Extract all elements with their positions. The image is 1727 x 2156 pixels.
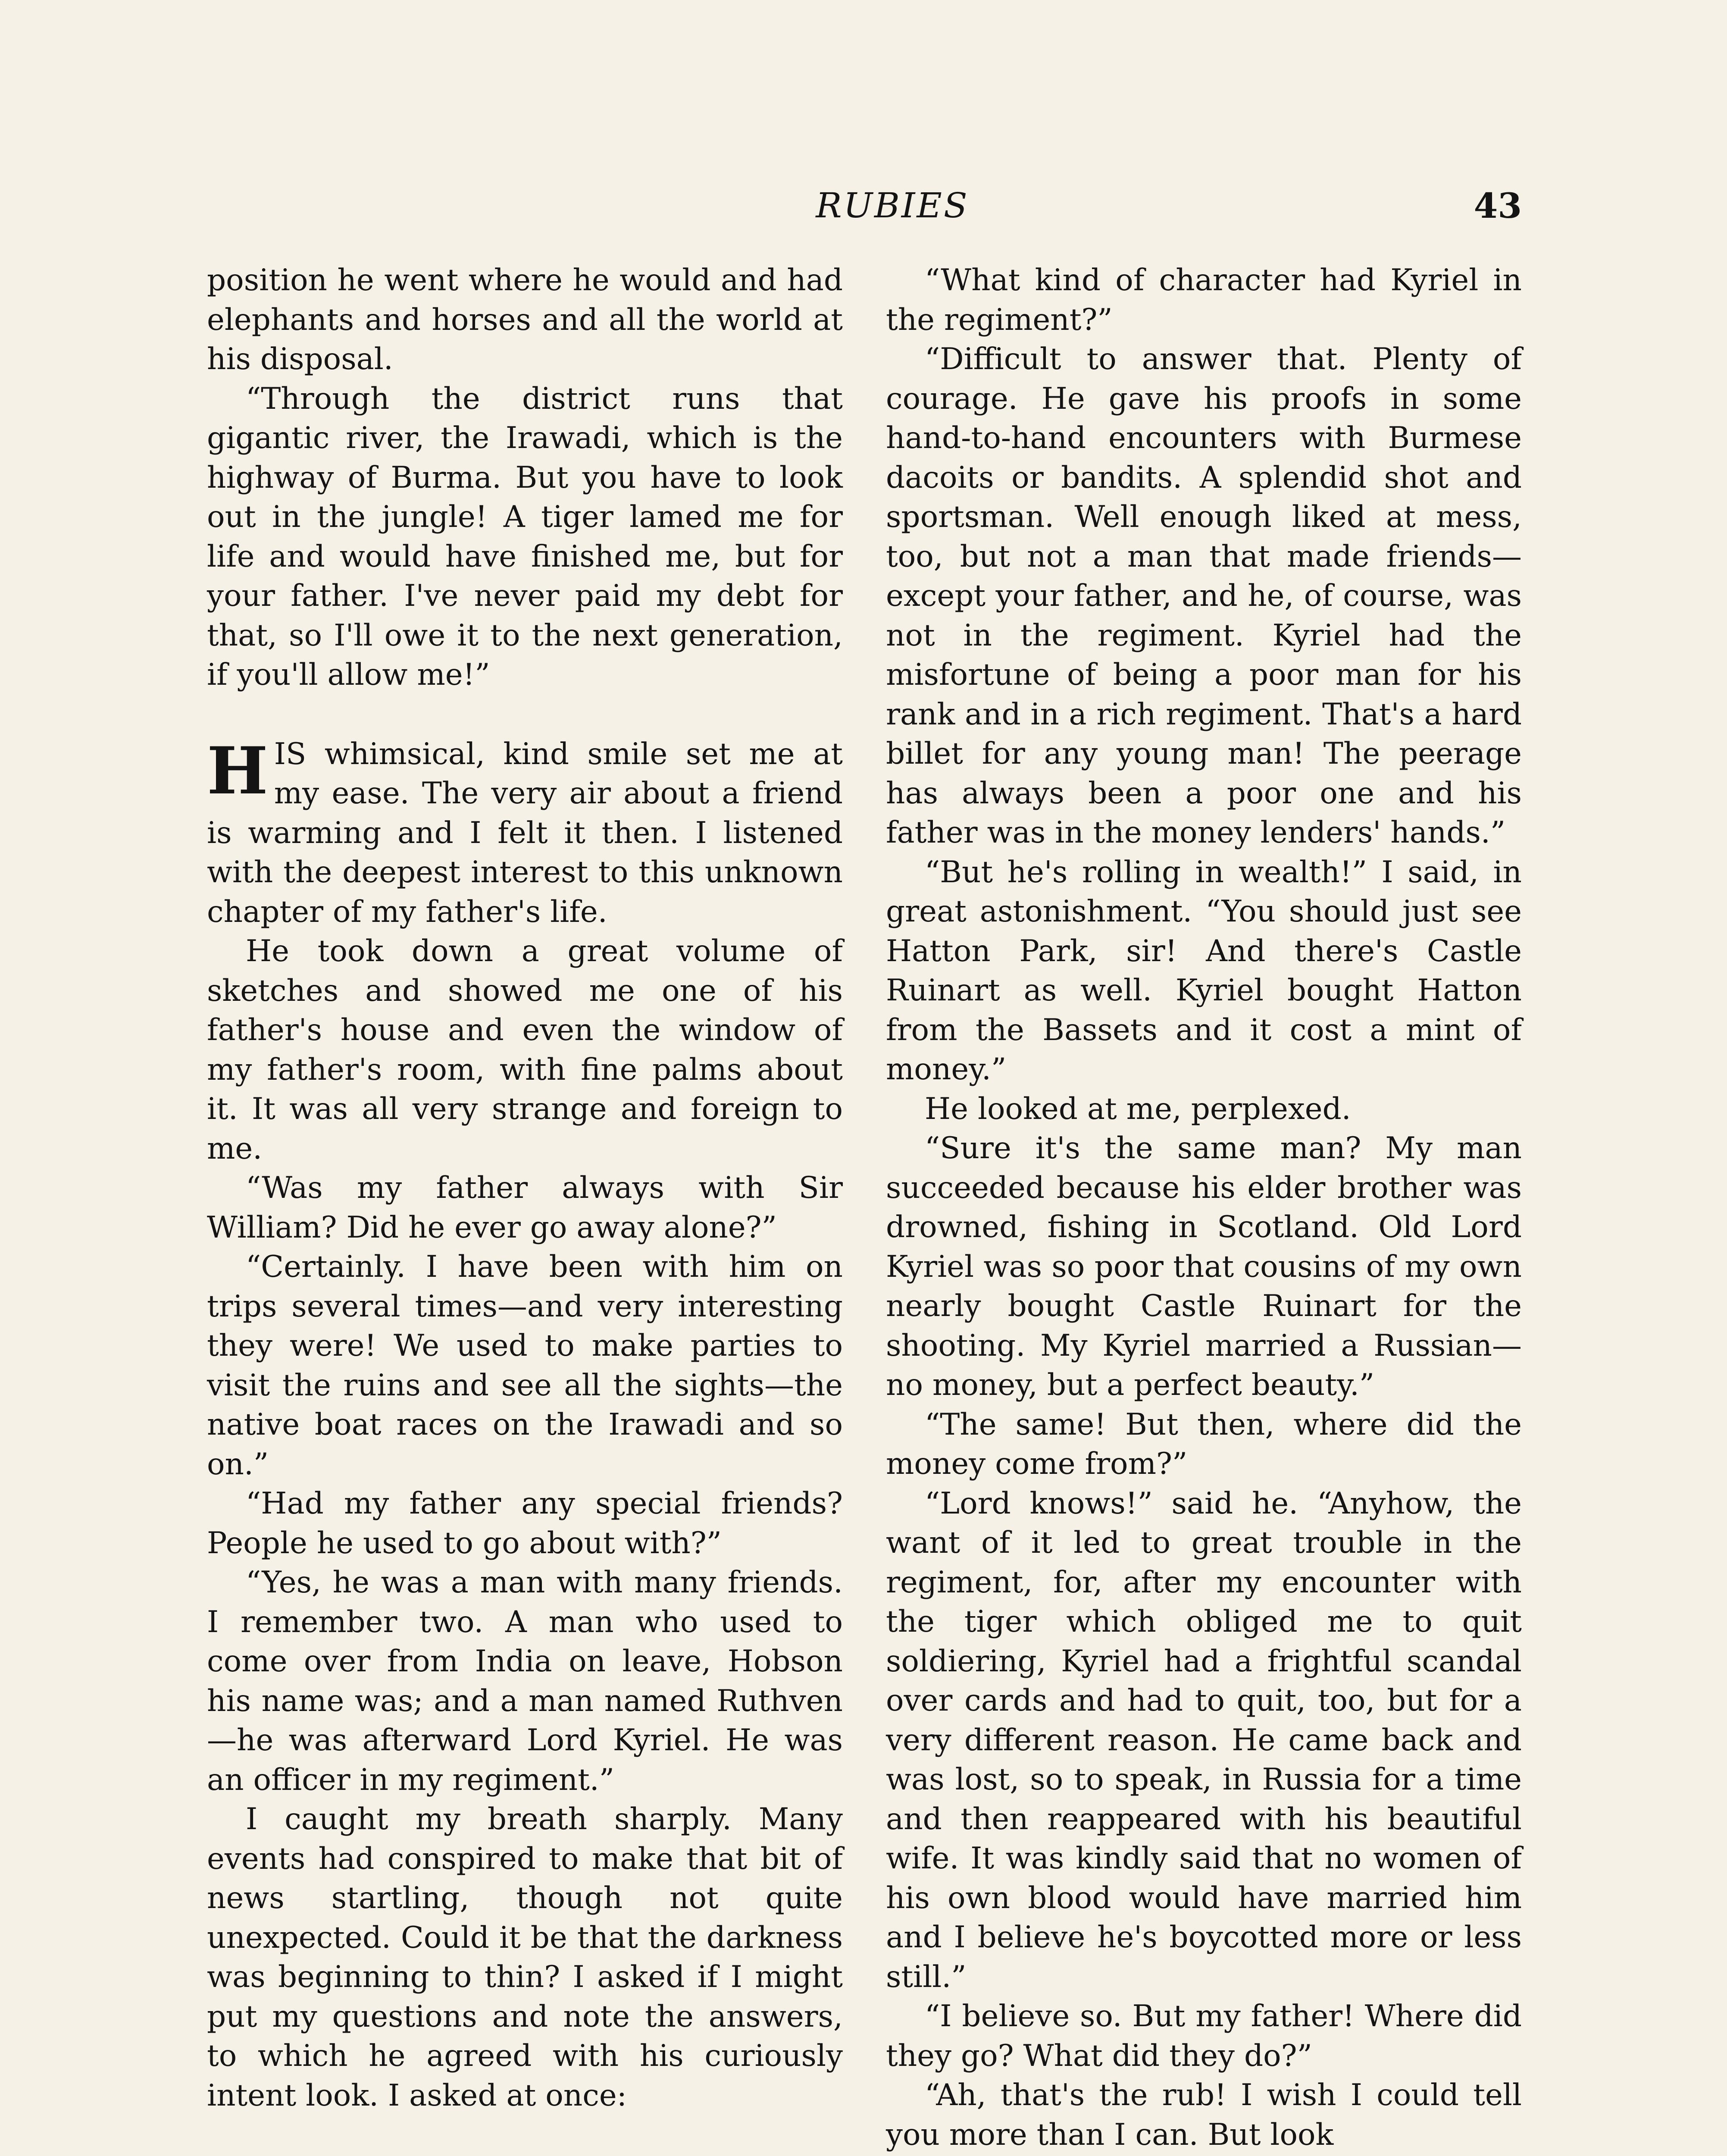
running-title: RUBIES bbox=[816, 185, 969, 226]
paragraph: “Difficult to answer that. Plenty of courage. He gave his proofs in some hand-to-hand encounters with Burmese dacoits or bandits. A splendid shot and sportsman. Well enough liked at mess, too, but not a man that made friends—except your father, and he, of course, was not in the regiment. Kyriel had the misfortune of being a poor man for his rank and in a rich regiment. That's a hard billet for any young man! The peerage has always been a poor one and his father was in the money lenders' hands.” bbox=[886, 342, 1522, 850]
paragraph: “Ah, that's the rub! I wish I could tell you more than I can. But look bbox=[886, 2078, 1522, 2152]
paragraph-text: IS whimsical, kind smile set me at my ease. The very air about a friend is warming and I felt it then. I listened with the deepest interest to this unknown chapter of my father's life. bbox=[207, 736, 843, 929]
right-column bbox=[886, 261, 1522, 2155]
paragraph: “Certainly. I have been with him on trips several times—and very interesting they were! We used to make parties to visit the ruins and see all the sights—the native boat races on the Irawadi and so on.” bbox=[207, 1250, 843, 1482]
paragraph: “Through the district runs that gigantic river, the Irawadi, which is the highway of Burma. But you have to look out in the jungle! A tiger lamed me for life and would have finished me, but for your father. I've never paid my debt for that, so I'll owe it to the next generation, if you'll allow me!” bbox=[207, 381, 843, 692]
paragraph: He looked at me, perplexed. bbox=[925, 1091, 1351, 1126]
paragraph: “Yes, he was a man with many friends. I remember two. A man who used to come over from India on leave, Hobson his name was; and a man named Ruthven—he was afterward Lord Kyriel. He was an officer in my regiment.” bbox=[207, 1565, 843, 1797]
drop-cap: H bbox=[207, 733, 268, 809]
paragraph: “Sure it's the same man? My man succeeded because his elder brother was drowned, fishing in Scotland. Old Lord Kyriel was so poor that cousins of my own nearly bought Castle Ruinart for the shooting. My Kyriel married a Russian—no money, but a perfect beauty.” bbox=[886, 1131, 1522, 1402]
paragraph: “Lord knows!” said he. “Anyhow, the want of it led to great trouble in the regiment, for, after my encounter with the tiger which obliged me to quit soldiering, Kyriel had a frightful scandal over cards and had to quit, too, but for a very different reason. He came back and was lost, so to speak, in Russia for a time and then reappeared with his beautiful wife. It was kindly said that no women of his own blood would have married him and I believe he's boycotted more or less still.” bbox=[886, 1486, 1522, 1994]
paragraph: “But he's rolling in wealth!” I said, in great astonishment. “You should just see Hatton Park, sir! And there's Castle Ruinart as well. Kyriel bought Hatton from the Bassets and it cost a mint of money.” bbox=[886, 855, 1522, 1087]
paragraph: “Had my father any special friends? People he used to go about with?” bbox=[207, 1486, 843, 1561]
left-column bbox=[207, 261, 843, 2115]
paragraph: “I believe so. But my father! Where did they go? What did they do?” bbox=[886, 1999, 1522, 2073]
paragraph: “Was my father always with Sir William? Did he ever go away alone?” bbox=[207, 1171, 843, 1245]
paragraph: position he went where he would and had elephants and horses and all the world at his disposal. bbox=[207, 263, 843, 376]
paragraph: “The same! But then, where did the money come from?” bbox=[886, 1407, 1522, 1481]
paragraph-with-dropcap bbox=[207, 735, 843, 932]
page-number: 43 bbox=[1474, 185, 1522, 226]
paragraph: He took down a great volume of sketches and showed me one of his father's house and even the window of my father's room, with fine palms about it. It was all very strange and foreign to me. bbox=[207, 934, 843, 1166]
paragraph: “What kind of character had Kyriel in the regiment?” bbox=[886, 263, 1522, 337]
paragraph: I caught my breath sharply. Many events had conspired to make that bit of news startling, though not quite unexpected. Could it be that the darkness was beginning to thin? I asked if I might put my questions and note the answers, to which he agreed with his curiously intent look. I asked at once: bbox=[207, 1802, 843, 2113]
